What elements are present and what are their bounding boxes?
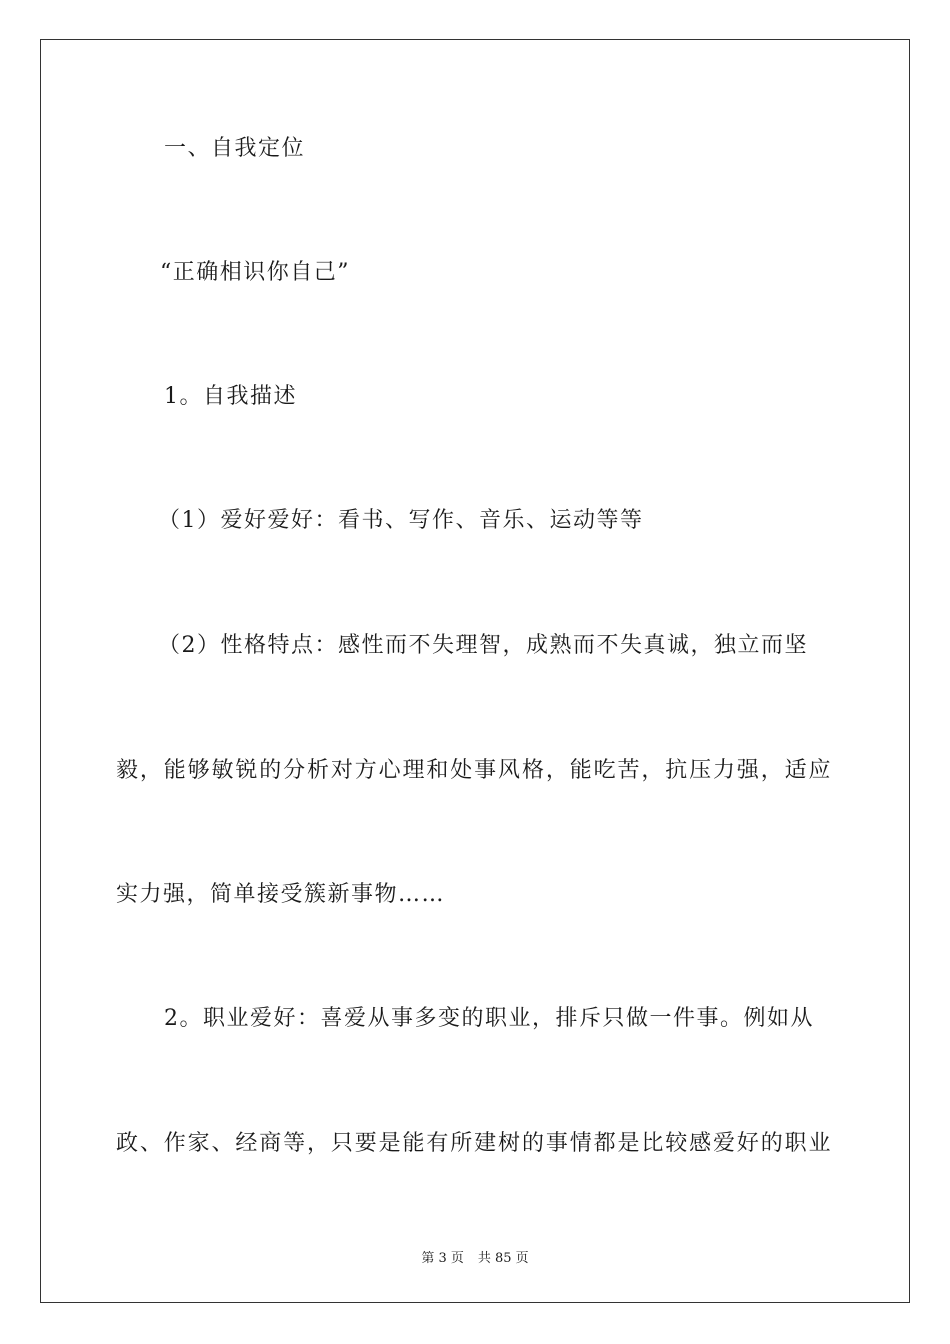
career-line-2: 政、作家、经商等，只要是能有所建树的事情都是比较感爱好的职业: [116, 1131, 832, 1156]
quote-line: “正确相识你自己”: [160, 260, 350, 285]
hobbies-line: （1）爱好爱好：看书、写作、音乐、运动等等: [158, 508, 644, 533]
section-heading: 一、自我定位: [164, 136, 306, 161]
career-line-1: 2。职业爱好：喜爱从事多变的职业，排斥只做一件事。例如从: [164, 1006, 814, 1031]
page-border: [40, 39, 910, 1303]
page-footer: [0, 1247, 950, 1266]
personality-line-1: （2）性格特点：感性而不失理智，成熟而不失真诚，独立而坚: [158, 633, 808, 658]
page-number: 第 3 页: [421, 1251, 464, 1266]
personality-line-3: 实力强，简单接受簇新事物……: [116, 882, 446, 907]
personality-line-2: 毅，能够敏锐的分析对方心理和处事风格，能吃苦，抗压力强，适应: [116, 758, 832, 783]
total-pages: 共 85 页: [477, 1251, 529, 1266]
subsection-heading: 1。自我描述: [164, 384, 297, 409]
